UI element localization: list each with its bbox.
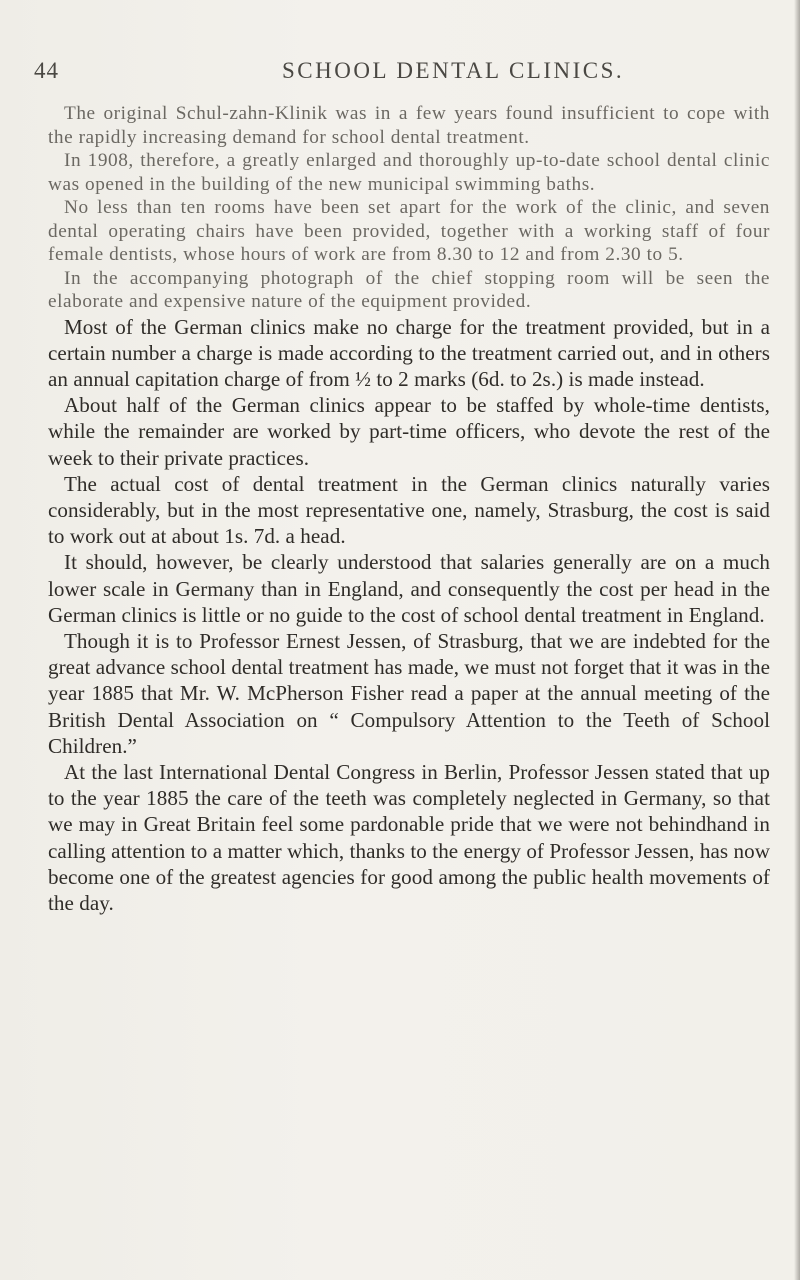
page-edge-shadow [794,0,800,1280]
paragraph-salaries: It should, however, be clearly understood that salaries generally are on a much lower scale in Germany than in England, and consequently the cost per head in the German clinics is little or no guide to the cost of school dental treatment in England. [48,550,770,627]
paragraph-jessen-fisher: Though it is to Professor Ernest Jessen, of Strasburg, that we are indebted for the great advance school dental treatment has made, we must not forget that it was in the year 1885 that Mr. W. McPherson Fisher read a paper at the annual meeting of the British Dental Association on “ Compulsory Attention to the Teeth of School Children.” [48,628,770,758]
paragraph-rooms-and-staff: No less than ten rooms have been set apart for the work of the clinic, and seven dental operating chairs have been provided, together with a working staff of four female dentists, whose hours of work are from 8.30 to 12 and from 2.30 to 5. [48,197,770,265]
body-text [48,102,770,916]
page-number: 44 [34,58,59,83]
paragraph-staffing: About half of the German clinics appear to be staffed by whole-time dentists, while the remainder are worked by part-time officers, who devote the rest of the week to their private practices. [48,393,770,470]
running-head [34,58,734,94]
paragraph-cost: The actual cost of dental treatment in the German clinics naturally varies considerably, but in the most representative one, namely, Strasburg, the cost is said to work out at about 1s. 7d. a head. [48,471,770,549]
paragraph-photograph: In the accompanying photograph of the chief stopping room will be seen the elaborate and expensive nature of the equipment provided. [48,267,770,312]
running-title: SCHOOL DENTAL CLINICS. [282,58,625,83]
paragraph-1908-clinic: In 1908, therefore, a greatly enlarged and thoroughly up-to-date school dental clinic was opened in the building of the new municipal swimming baths. [48,150,770,195]
paragraph-original-clinic: The original Schul-zahn-Klinik was in a few years found insufficient to cope with the rapidly increasing demand for school dental treatment. [48,103,770,148]
paragraph-charges: Most of the German clinics make no charge for the treatment provided, but in a certain number a charge is made according to the treatment carried out, and in others an annual capitation charge of from ½ to 2 marks (6d. to 2s.) is made instead. [48,314,770,391]
paragraph-congress: At the last International Dental Congress in Berlin, Professor Jessen stated that up to the year 1885 the care of the teeth was completely neglected in Germany, so that we may in Great Britain feel some pardonable pride that we were not behindhand in calling attention to a matter which, thanks to the energy of Professor Jessen, has now become one of the greatest agencies for good among the public health movements of the day. [48,759,770,915]
